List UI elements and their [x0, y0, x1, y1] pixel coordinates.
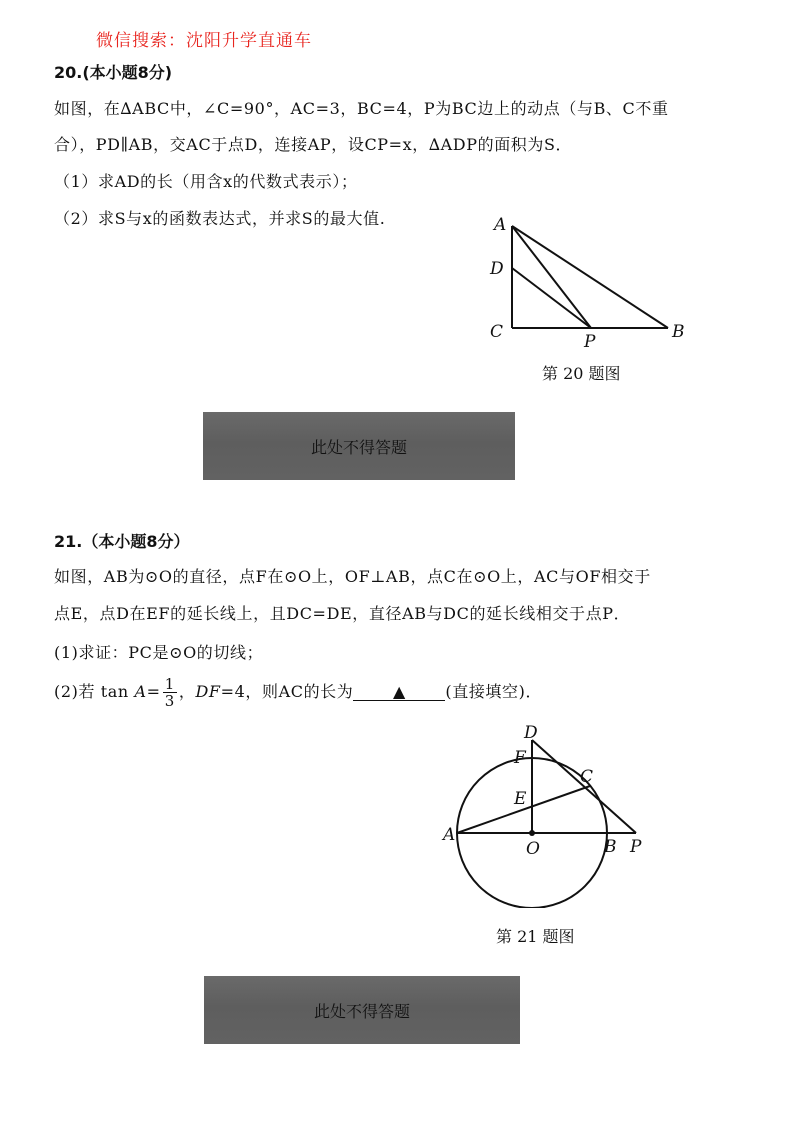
q20-line2: 合），PD∥AB，交AC于点D，连接AP，设CP=x，∆ADP的面积为S．	[54, 135, 573, 154]
label-D: D	[490, 259, 504, 279]
label-C: C	[580, 767, 594, 787]
point-O	[529, 830, 535, 836]
q21-var-A: A	[134, 682, 147, 701]
q21-part2-mid: =4，则AC的长为	[220, 682, 354, 701]
label-A: A	[443, 825, 456, 845]
q20-part1: （1）求AD的长（用含x的代数式表示）；	[54, 172, 358, 191]
label-D: D	[524, 723, 538, 743]
q21-figure	[440, 718, 660, 908]
q21-line2: 点E，点D在EF的延长线上，且DC=DE，直径AB与DC的延长线相交于点P．	[54, 604, 631, 623]
q20-part2: （2）求S与x的函数表达式，并求S的最大值.	[54, 209, 386, 228]
label-B: B	[672, 322, 685, 342]
watermark: 微信搜索：沈阳升学直通车	[96, 31, 312, 51]
q21-part1: (1)求证：PC是⊙O的切线；	[54, 643, 264, 662]
q21-no-answer-box	[204, 976, 520, 1044]
segment-AB	[512, 226, 668, 328]
q21-line1: 如图，AB为⊙O的直径，点F在⊙O上，OF⊥AB，点C在⊙O上，AC与OF相交于	[54, 567, 651, 586]
q21-title: 21.（本小题8分）	[54, 532, 190, 551]
q20-line1: 如图，在∆ABC中，∠C=90°，AC=3，BC=4，P为BC边上的动点（与B、C不重	[54, 99, 669, 118]
q21-var-DF: DF	[195, 682, 221, 701]
label-E: E	[514, 789, 527, 809]
label-F: F	[514, 748, 526, 768]
q21-frac-den: 3	[164, 692, 175, 710]
q21-part2-prefix: (2)若 tan	[54, 682, 135, 701]
q21-answer-blank	[353, 682, 445, 701]
label-P: P	[630, 837, 642, 857]
q21-fraction	[163, 676, 177, 709]
q20-no-answer-text: 此处不得答题	[310, 437, 407, 457]
q21-no-answer-text: 此处不得答题	[313, 1001, 410, 1021]
q21-part2-suffix: (直接填空)．	[445, 682, 543, 701]
q20-no-answer-box	[203, 412, 515, 480]
q21-caption: 第 21 题图	[496, 927, 575, 946]
label-O: O	[526, 839, 540, 859]
label-C: C	[490, 322, 504, 342]
q20-figure	[480, 208, 700, 353]
label-B: B	[604, 837, 617, 857]
q21-part2: (2)若 tan A= $\frac{1}{3}$ ，DF=4，则AC的长为 ▲ (直接填空)．	[54, 675, 543, 710]
q21-frac-num: 1	[164, 675, 175, 693]
q20-caption: 第 20 题图	[542, 364, 621, 383]
label-A: A	[494, 215, 507, 235]
label-P: P	[584, 332, 596, 352]
q21-eq: =	[146, 682, 161, 701]
q20-title: 20.(本小题8分)	[54, 63, 173, 82]
triangle-icon: ▲	[392, 682, 406, 701]
